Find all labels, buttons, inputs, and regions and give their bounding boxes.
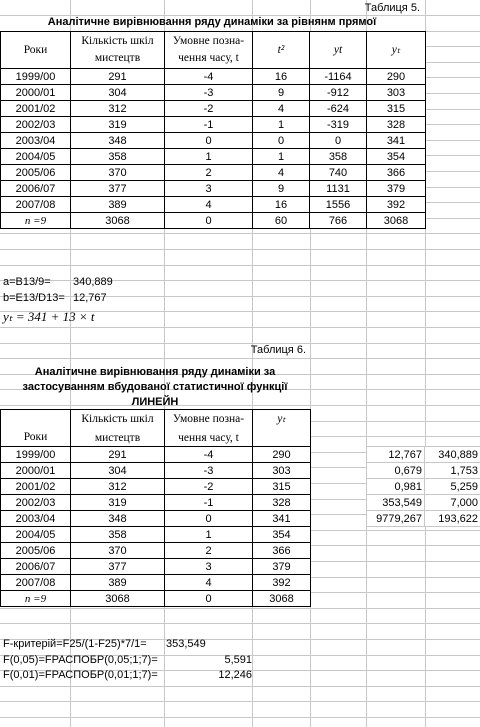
table6-total-row [1,591,311,607]
param-b-label: b=E13/D13= [3,292,65,304]
table-cell[interactable]: 2001/02 [1,479,71,495]
table6-caption: Таблиця 6. [250,344,306,356]
table-cell[interactable]: 328 [367,117,426,133]
table-cell[interactable]: 312 [71,101,165,117]
linest-row [367,447,480,463]
total-cell[interactable]: 3068 [71,591,165,607]
linest-cell[interactable]: 9779,267 [367,511,425,527]
table-cell[interactable]: 291 [71,69,165,85]
table-cell[interactable]: 377 [71,559,165,575]
table5-row [1,101,426,117]
table-cell[interactable]: -2 [165,479,253,495]
linest-cell[interactable]: 0,981 [367,479,425,495]
table-cell[interactable]: 2 [165,543,253,559]
table-cell[interactable]: 2005/06 [1,543,71,559]
table-cell[interactable]: 16 [253,197,310,213]
linest-cell[interactable]: 12,767 [367,447,425,463]
table6-title-line1: Аналітичне вирівнювання ряду динаміки за [34,366,276,378]
table-cell[interactable]: 4 [165,197,253,213]
header-line: чення часу, t [178,52,239,64]
header-line: мистецтв [94,52,141,64]
trend-equation: yₜ = 341 + 13 × t [3,309,95,324]
table-cell[interactable]: 16 [253,69,310,85]
linest-output [366,446,480,527]
table6-row [1,543,311,559]
table-cell[interactable]: 358 [310,149,367,165]
table-cell[interactable]: 2 [165,165,253,181]
total-cell[interactable]: 0 [165,591,253,607]
table-cell[interactable]: 0 [165,133,253,149]
col-t2-header: t² [253,32,310,69]
table-cell[interactable]: 315 [253,479,311,495]
table-cell[interactable]: 1 [165,527,253,543]
linest-row [367,511,480,527]
table-cell[interactable]: 1 [253,117,310,133]
table-cell[interactable]: 2003/04 [1,511,71,527]
table-cell[interactable]: -2 [165,101,253,117]
table-cell[interactable]: 377 [71,181,165,197]
table-cell[interactable]: 392 [367,197,426,213]
table-cell[interactable]: 4 [253,165,310,181]
table-cell[interactable]: 9 [253,85,310,101]
grid-row-line [0,701,480,702]
table5-total-row [1,213,426,229]
table-cell[interactable]: 328 [253,495,311,511]
table5-row [1,181,426,197]
table-cell[interactable]: 2006/07 [1,559,71,575]
table-cell[interactable]: 370 [71,543,165,559]
header-line: Кількість шкіл [81,413,154,425]
total-cell[interactable]: n =9 [1,591,71,607]
table5-row [1,149,426,165]
table5 [0,31,426,229]
col-schools-header [71,32,165,69]
table-cell[interactable]: 2000/01 [1,463,71,479]
table-cell[interactable]: 290 [367,69,426,85]
total-cell[interactable]: 0 [165,213,253,229]
grid-row-line [0,358,480,359]
header-line: Кількість шкіл [81,35,154,47]
total-cell[interactable]: 3068 [253,591,311,607]
col-schools-header [71,410,165,447]
table-cell[interactable]: 341 [253,511,311,527]
table-cell[interactable]: 4 [165,575,253,591]
table-cell[interactable]: 3 [165,181,253,197]
table-cell[interactable]: 303 [253,463,311,479]
table-cell[interactable]: 2007/08 [1,197,71,213]
table-cell[interactable]: 290 [253,447,311,463]
table-cell[interactable]: 1131 [310,181,367,197]
linest-cell[interactable]: 7,000 [425,495,480,511]
table-cell[interactable]: 358 [71,527,165,543]
table6-row [1,447,311,463]
table-cell[interactable]: 1999/00 [1,447,71,463]
col-time-header [165,32,253,69]
table6-row [1,463,311,479]
table6-title-line2: застосуванням вбудованої статистичної функції [22,381,288,393]
grid-row-line [0,233,480,234]
table-cell[interactable]: 1 [253,149,310,165]
table-cell[interactable]: 366 [253,543,311,559]
table-cell[interactable]: -1 [165,117,253,133]
table5-title: Аналітичне вирівнювання ряду динаміки за рівнянм прямої [47,16,377,28]
table5-row [1,117,426,133]
grid-row-line [0,249,480,250]
total-cell[interactable]: 3068 [367,213,426,229]
table-cell[interactable]: 366 [367,165,426,181]
table-cell[interactable]: -4 [165,447,253,463]
table6-header-row [1,410,311,447]
table-cell[interactable]: 1 [165,149,253,165]
table6-row [1,559,311,575]
table-cell[interactable]: 0 [253,133,310,149]
table5-caption: Таблиця 5. [364,2,420,14]
table-cell[interactable]: 0 [310,133,367,149]
table-cell[interactable]: 2003/04 [1,133,71,149]
param-a-value: 340,889 [73,276,113,288]
table-cell[interactable]: 304 [71,463,165,479]
table-cell[interactable]: 291 [71,447,165,463]
table-cell[interactable]: -4 [165,69,253,85]
col-ytheor-header: yₜ [367,32,426,69]
table-cell[interactable]: 358 [71,149,165,165]
table-cell[interactable]: 392 [253,575,311,591]
grid-row-line [0,717,480,718]
table-cell[interactable]: 319 [71,495,165,511]
grid-row-line [0,686,480,687]
table6-row [1,479,311,495]
f-criterion-value: 353,549 [166,638,206,650]
table-cell[interactable]: 3 [165,559,253,575]
grid-row-line [0,296,480,297]
grid-row-line [0,608,480,609]
grid-row-line [0,280,480,281]
table-cell[interactable]: 312 [71,479,165,495]
table-cell[interactable]: 354 [253,527,311,543]
linest-cell[interactable]: 353,549 [367,495,425,511]
col-time-header [165,410,253,447]
table-cell[interactable]: 740 [310,165,367,181]
grid-row-line [0,327,480,328]
table5-row [1,133,426,149]
total-cell[interactable]: 60 [253,213,310,229]
linest-cell[interactable]: 0,679 [367,463,425,479]
table-cell[interactable]: -624 [310,101,367,117]
linest-row [367,463,480,479]
table-cell[interactable]: 303 [367,85,426,101]
table-cell[interactable]: -1 [165,495,253,511]
linest-row [367,479,480,495]
table6-title-line3: ЛИНЕЙН [131,396,179,408]
table-cell[interactable]: 348 [71,511,165,527]
f05-value: 5,591 [224,654,252,666]
table-cell[interactable]: -1164 [310,69,367,85]
linest-row [367,495,480,511]
table-cell[interactable]: -3 [165,85,253,101]
table-cell[interactable]: 9 [253,181,310,197]
table6 [0,409,311,607]
table-cell[interactable]: 1999/00 [1,69,71,85]
table-cell[interactable]: 2006/07 [1,181,71,197]
table-cell[interactable]: 2001/02 [1,101,71,117]
table-cell[interactable]: 4 [253,101,310,117]
table-cell[interactable]: 2002/03 [1,117,71,133]
header-line: мистецтв [94,432,141,444]
f01-value: 12,246 [218,669,252,681]
col-yt-header: yt [310,32,367,69]
table-cell[interactable]: 389 [71,575,165,591]
header-line: Умовне позна- [172,413,245,425]
table6-row [1,511,311,527]
param-b-value: 12,767 [73,292,107,304]
table5-row [1,85,426,101]
table6-row [1,527,311,543]
table6-row [1,575,311,591]
f01-label: F(0,01)=FРАСПОБР(0,01;1;7)= [3,669,158,681]
table-cell[interactable]: 348 [71,133,165,149]
header-line: Умовне позна- [172,35,245,47]
table6-row [1,495,311,511]
table-cell[interactable]: -3 [165,463,253,479]
header-line: чення часу, t [178,432,239,444]
table-cell[interactable]: 354 [367,149,426,165]
table-cell[interactable]: 379 [367,181,426,197]
table-cell[interactable]: 370 [71,165,165,181]
table-cell[interactable]: 315 [367,101,426,117]
table-cell[interactable]: 2005/06 [1,165,71,181]
f-criterion-label: F-критерій=F25/(1-F25)*7/1= [3,638,147,650]
table-cell[interactable]: 379 [253,559,311,575]
linest-cell[interactable]: 193,622 [425,511,480,527]
table-cell[interactable]: -319 [310,117,367,133]
total-cell[interactable]: 766 [310,213,367,229]
table5-row [1,197,426,213]
table-cell[interactable]: 319 [71,117,165,133]
grid-row-line [0,623,480,624]
table-cell[interactable]: 2004/05 [1,149,71,165]
table5-header-row [1,32,426,69]
table-cell[interactable]: 304 [71,85,165,101]
table5-row [1,165,426,181]
table-cell[interactable]: 0 [165,511,253,527]
col-years-header: Роки [1,410,71,447]
table-cell[interactable]: 2007/08 [1,575,71,591]
total-cell[interactable]: 3068 [71,213,165,229]
linest-cell[interactable]: 5,259 [425,479,480,495]
grid-row-line [0,265,480,266]
table-cell[interactable]: -912 [310,85,367,101]
col-years-header: Роки [1,32,71,69]
linest-cell[interactable]: 1,753 [425,463,480,479]
table-cell[interactable]: 341 [367,133,426,149]
table-cell[interactable]: 389 [71,197,165,213]
param-a-label: a=B13/9= [3,276,51,288]
table-cell[interactable]: 2000/01 [1,85,71,101]
table-cell[interactable]: 2002/03 [1,495,71,511]
total-cell[interactable]: n =9 [1,213,71,229]
linest-cell[interactable]: 340,889 [425,447,480,463]
table-cell[interactable]: 1556 [310,197,367,213]
col-ytheor-header: yₜ [253,410,311,447]
f05-label: F(0,05)=FРАСПОБР(0,05;1;7)= [3,654,158,666]
table-cell[interactable]: 2004/05 [1,527,71,543]
table5-row [1,69,426,85]
